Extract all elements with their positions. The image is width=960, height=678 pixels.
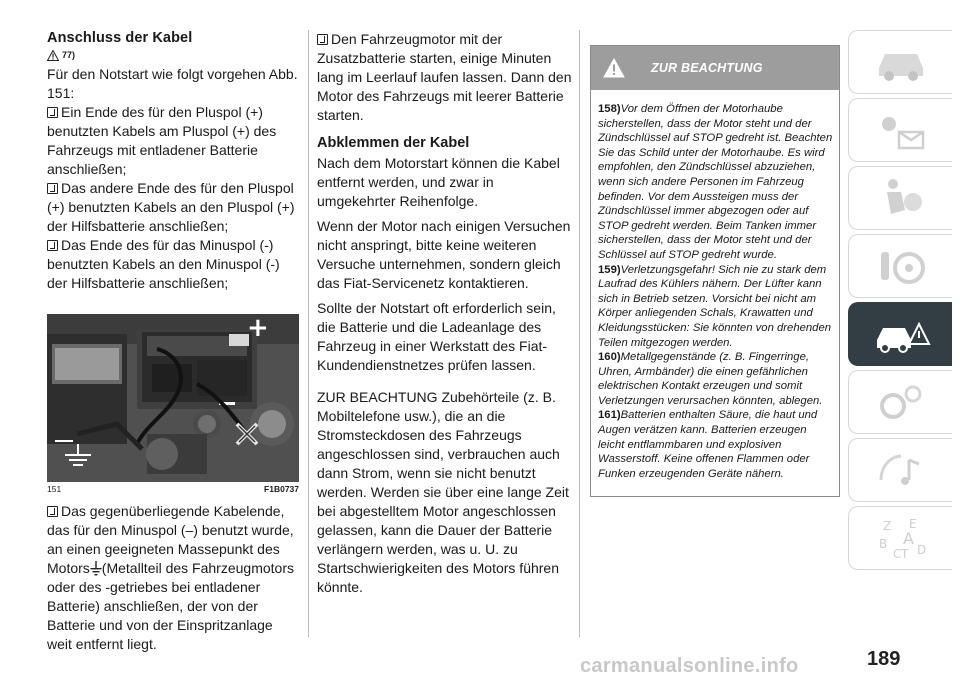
index-letter: D xyxy=(916,543,926,557)
column-left xyxy=(47,30,299,654)
note-paragraph: ZUR BEACHTUNG Zubehörteile (z. B. Mobiltelefone usw.), die an die Stromsteckdosen des Fahrzeugs angeschlossen sind, verbrauchen auch dann Strom, wenn sie nicht benutzt werden. Werden sie über eine lange Zeit bei abgestelltem Motor angeschlossen gelassen, kann die Dauer der Batterie verlängern werden, was u. U. zu Startschwierigkeiten des Motors führen könnte. xyxy=(317,389,569,595)
checkbox-bullet-icon xyxy=(47,240,58,251)
index-letter: Z xyxy=(882,519,891,533)
engine-battery-photo xyxy=(47,314,299,482)
checkbox-bullet-icon xyxy=(47,107,58,118)
warning-lights-icon xyxy=(871,106,931,154)
index-letters-icon xyxy=(871,514,931,562)
intro-paragraph: Für den Notstart wie folgt vorgehen Abb. 151: xyxy=(47,66,298,101)
battery-figure-illustration xyxy=(47,314,299,482)
warning-box xyxy=(590,45,840,497)
paragraph: Wenn der Motor nach einigen Versuchen nicht anspringt, bitte keine weiteren Versuche unternehmen, sondern gleich das Fiat-Servicenetz kontaktieren. xyxy=(317,218,571,291)
watermark: carmanualsonline.info xyxy=(580,655,799,677)
figure-number: 151 xyxy=(47,484,62,494)
paragraph: Nach dem Motorstart können die Kabel entfernt werden, und zwar in umgekehrter Reihenfolge. xyxy=(317,155,560,209)
tab-multimedia[interactable] xyxy=(848,438,952,502)
column-right xyxy=(590,45,840,497)
warning-triangle-icon xyxy=(603,58,625,78)
list-item: Ein Ende des für den Pluspol (+) benutzten Kabels am Pluspol (+) des Fahrzeugs mit entladener Batterie anschließen; xyxy=(47,104,277,177)
note-reference xyxy=(47,48,299,62)
figure-code: F1B0737 xyxy=(264,484,299,494)
index-letter: T xyxy=(900,547,908,561)
warning-title: ZUR BEACHTUNG xyxy=(651,61,763,75)
paragraph: Sollte der Notstart oft erforderlich sein, die Batterie und die Ladeanlage des Fahrzeug in einer Werkstatt des Fiat-Kundendienstnetzes prüfen lassen. xyxy=(317,300,556,373)
figure-caption xyxy=(47,484,299,494)
subsection-heading: Abklemmen der Kabel xyxy=(317,135,470,151)
tab-emergency[interactable] xyxy=(848,302,952,366)
ground-symbol-icon xyxy=(90,561,102,576)
tab-index[interactable] xyxy=(848,506,952,570)
tab-maintenance[interactable] xyxy=(848,370,952,434)
list-item: Das gegenüberliegende Kabelende, das für den Minuspol (–) benutzt wurde, an einen geeigneten Massepunkt des Motors (Metallteil des Fahrzeugmotors oder des -getriebes bei entladener Batterie) anschließen, der von der Batterie und von der Einspritzanlage weit entfernt liegt. xyxy=(47,503,294,652)
svg-text:+: + xyxy=(247,314,269,343)
steering-wheel-icon xyxy=(871,242,931,290)
warning-note: 160)Metallgegenstände (z. B. Fingerringe, Uhren, Armbänder) die einen gefährlichen elektrischen Kontakt erzeugen und somit Verletzungen verursachen könnten, ablegen. xyxy=(598,351,823,407)
tab-starting-driving[interactable] xyxy=(848,234,952,298)
tab-dashboard[interactable] xyxy=(848,30,952,94)
index-letter: C xyxy=(892,547,901,561)
airbag-safety-icon xyxy=(871,174,931,222)
index-letter: A xyxy=(902,529,914,548)
tab-warning-lights[interactable] xyxy=(848,98,952,162)
maintenance-gears-icon xyxy=(871,378,931,426)
column-middle xyxy=(317,30,572,597)
chapter-sidebar xyxy=(848,30,960,574)
list-item: Den Fahrzeugmotor mit der Zusatzbatterie starten, einige Minuten lang im Leerlauf laufen lassen. Dann den Motor des Fahrzeugs mit leerer Batterie starten. xyxy=(317,31,572,123)
index-letter: E xyxy=(908,517,917,531)
list-item: Das andere Ende des für den Pluspol (+) benutzten Kabels an den Pluspol (+) der Hilfsbatterie anschließen; xyxy=(47,180,295,234)
column-divider xyxy=(579,30,580,637)
page-number: 189 xyxy=(867,648,901,670)
checkbox-bullet-icon xyxy=(47,183,58,194)
car-dashboard-icon xyxy=(871,38,931,86)
column-divider xyxy=(308,30,309,637)
emergency-car-icon xyxy=(871,310,931,358)
warning-header xyxy=(591,46,839,90)
index-letter: B xyxy=(878,537,887,551)
checkbox-bullet-icon xyxy=(47,506,58,517)
warning-triangle-icon xyxy=(47,50,59,61)
list-item: Das Ende des für das Minuspol (-) benutzten Kabels an den Minuspol (-) der Hilfsbatterie anschließen; xyxy=(47,237,280,291)
section-title: Anschluss der Kabel xyxy=(47,30,193,46)
multimedia-music-icon xyxy=(871,446,931,494)
warning-note: 161)Batterien enthalten Säure, die haut und Augen verätzen kann. Batterien erzeugen leicht entflammbaren und explosiven Wasserstoff. Keine offenen Flammen oder Funken erzeugenden Geräte nähern. xyxy=(598,409,818,480)
tab-safety[interactable] xyxy=(848,166,952,230)
warning-note: 159)Verletzungsgefahr! Sich nie zu stark dem Laufrad des Kühlers nähern. Der Lüfter kann sich in Betrieb setzen. Vorsicht bei nicht am Körper anliegenden Schals, Krawatten und Kleidungsstücken: Sie könnten von drehenden Teilen mitgezogen werden. xyxy=(598,263,832,349)
note-reference-number: 77) xyxy=(62,50,76,60)
warning-note: 158)Vor dem Öffnen der Motorhaube sicherstellen, dass der Motor steht und der Zündschlüssel auf STOP gedreht ist. Beachten Sie das Schild unter der Motorhaube. Es wird empfohlen, den Zündschlüssel abzuziehen, wenn sich andere Personen im Fahrzeug befinden. Vor dem Aussteigen muss der Zündschlüssel immer abgezogen oder auf STOP gedreht werden. Beim Tanken immer sicherstellen, dass der Motor steht und der Schlüssel auf STOP gedreht wurde. xyxy=(598,103,833,261)
warning-body xyxy=(591,90,839,496)
checkbox-bullet-icon xyxy=(317,34,328,45)
